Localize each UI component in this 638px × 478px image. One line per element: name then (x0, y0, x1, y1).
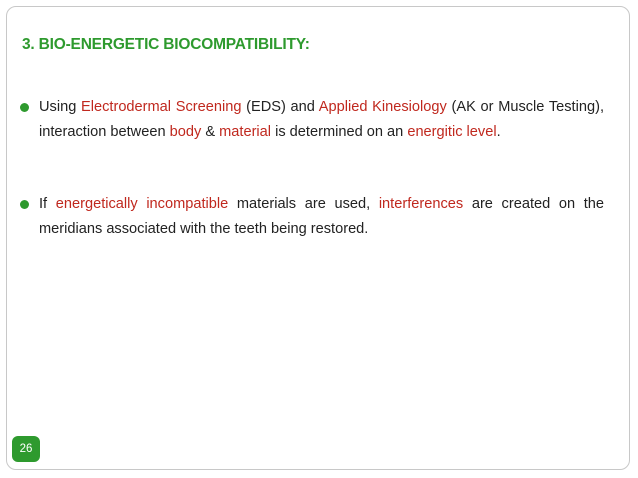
bullet-segment: If (39, 196, 56, 212)
bullet-item (20, 95, 604, 145)
highlighted-term: material (219, 124, 272, 140)
bullet-segment: . (496, 124, 501, 140)
bullet-segment: materials are used, (228, 196, 379, 212)
bullet-segment: (EDS) and (241, 99, 319, 115)
highlighted-term: energetically incompatible (55, 196, 229, 212)
bullet-segment: & (201, 124, 220, 140)
highlighted-term: body (169, 124, 202, 140)
bullet-segment: Using (39, 99, 82, 115)
bullet-segment: are created on the meridians associated with the teeth being restored. (39, 196, 605, 237)
highlighted-term: energitic level (407, 124, 497, 140)
bullet-icon (20, 200, 29, 209)
bullet-text (39, 95, 604, 145)
slide-title: 3. BIO-ENERGETIC BIOCOMPATIBILITY: (22, 36, 310, 53)
bullet-icon (20, 103, 29, 112)
bullet-text (39, 192, 604, 242)
bullet-segment: (AK or Muscle Testing), interaction between (39, 99, 604, 140)
bullet-segment: is determined on an (271, 124, 408, 140)
highlighted-term: interferences (378, 196, 464, 212)
bullet-item (20, 192, 604, 242)
highlighted-term: Electrodermal Screening (81, 99, 242, 115)
page-number-badge: 26 (12, 436, 40, 462)
highlighted-term: Applied Kinesiology (318, 99, 447, 115)
